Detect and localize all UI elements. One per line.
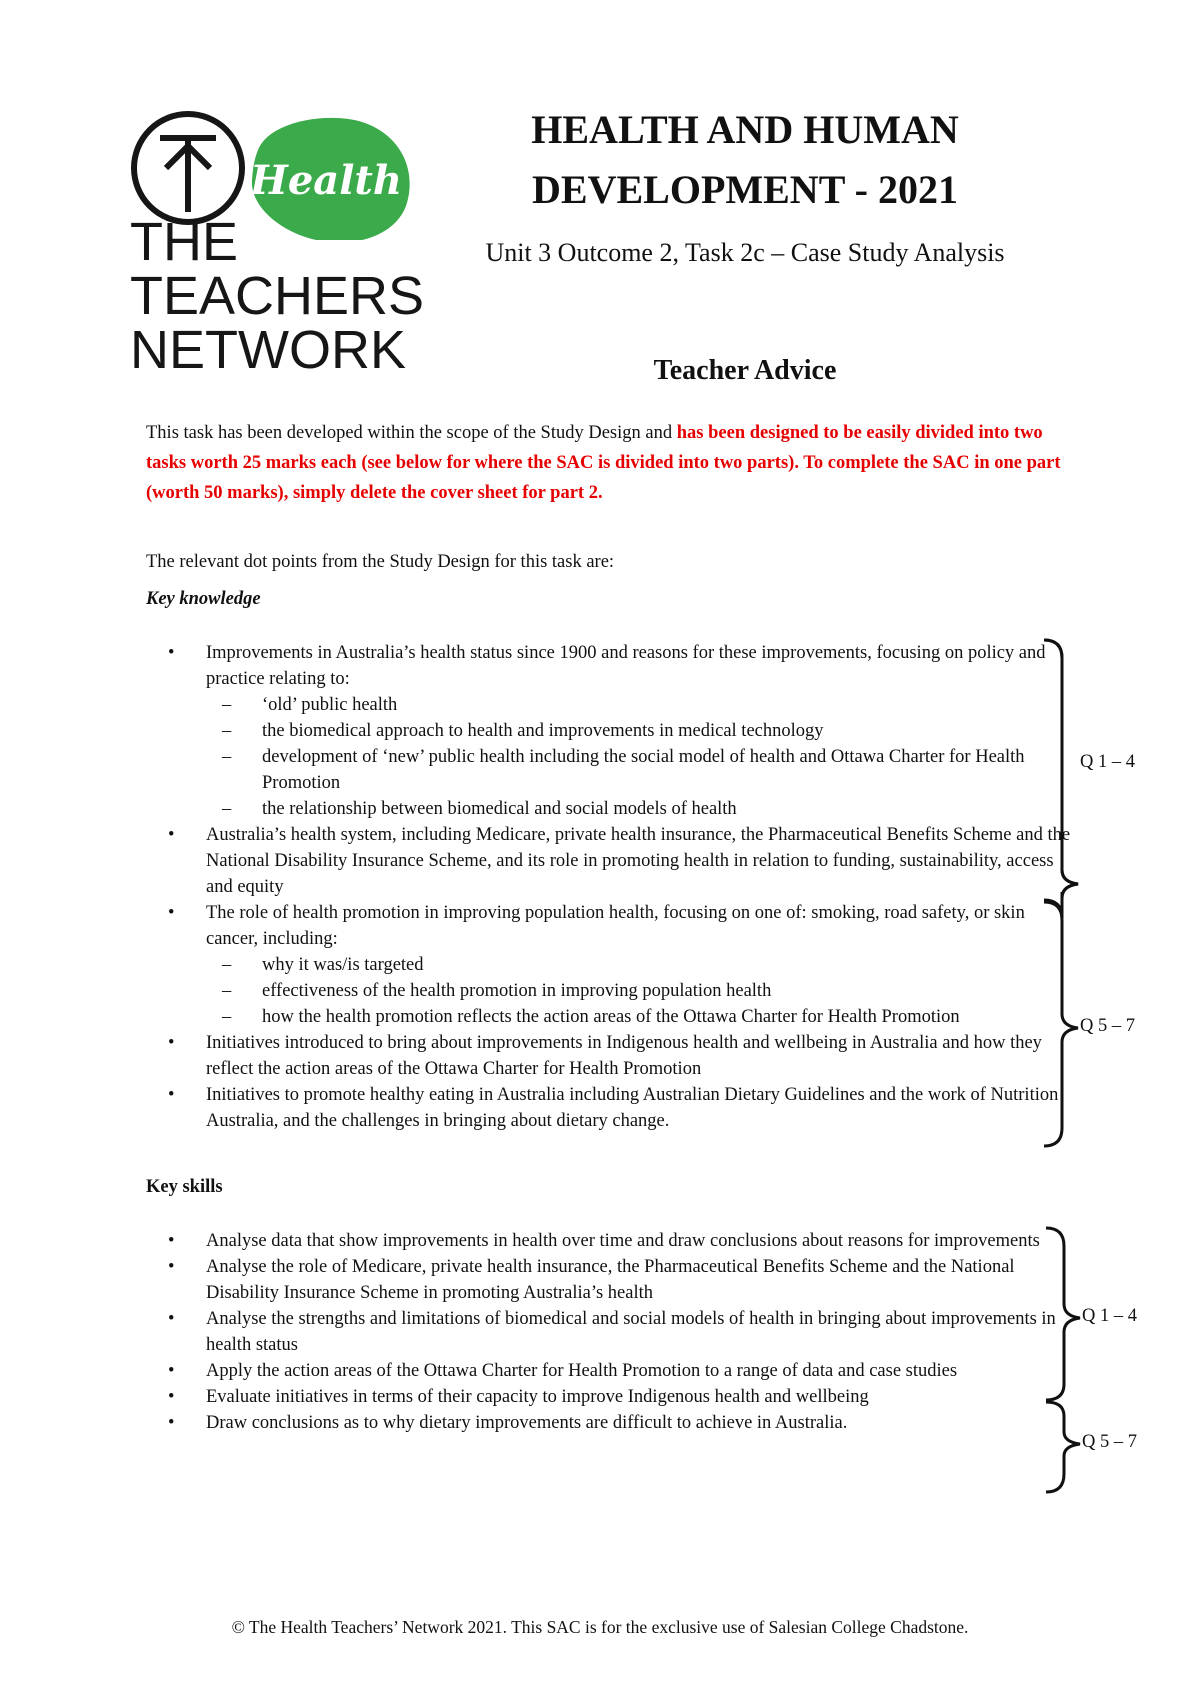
ks-bracket-label-2: Q 5 – 7 [1082, 1432, 1137, 1452]
health-badge-text: Health [250, 157, 402, 204]
ks-item-4: • Apply the action areas of the Ottawa Charter for Health Promotion to a range of data and case studies [168, 1361, 958, 1381]
ks-item-6-text: Draw conclusions as to why dietary improvements are difficult to achieve in Australia. [206, 1413, 848, 1433]
kk-sub-1-4-text: the relationship between biomedical and social models of health [262, 799, 737, 819]
kk-sub-1-3: – development of ‘new’ public health including the social model of health and Ottawa Charter for Health Promotion [222, 747, 1025, 793]
kk-item-4-text: Initiatives introduced to bring about improvements in Indigenous health and wellbeing in Australia and how they reflect the action areas of the Ottawa Charter for Health Promotion [206, 1033, 1042, 1079]
kk-sub-3-1-text: why it was/is targeted [262, 955, 424, 975]
ks-item-3: • Analyse the strengths and limitations of biomedical and social models of health in bringing about improvements in health status [168, 1309, 1056, 1355]
document-title [420, 100, 1070, 220]
kk-sub-3-1: – why it was/is targeted [222, 955, 424, 975]
kk-bracket-label-1: Q 1 – 4 [1080, 752, 1135, 772]
kk-sub-3-2-text: effectiveness of the health promotion in improving population health [262, 981, 772, 1001]
kk-item-2: • Australia’s health system, including Medicare, private health insurance, the Pharmaceutical Benefits Scheme and the National Disability Insurance Scheme, and its role in promoting health in relation to funding, sustainability, access and equity [168, 825, 1071, 897]
kk-brackets [1040, 636, 1100, 1156]
kk-sub-1-1: – ‘old’ public health [222, 695, 398, 715]
key-knowledge-list [146, 640, 1076, 1134]
ks-item-5: • Evaluate initiatives in terms of their capacity to improve Indigenous health and wellbeing [168, 1387, 869, 1407]
logo-line-teachers: TEACHERS [130, 266, 425, 326]
ks-bracket-label-1: Q 1 – 4 [1082, 1306, 1137, 1326]
key-knowledge-heading: Key knowledge [146, 589, 261, 609]
document-subtitle: Unit 3 Outcome 2, Task 2c – Case Study Analysis [485, 238, 1005, 267]
kk-item-5: • Initiatives to promote healthy eating in Australia including Australian Dietary Guidelines and the work of Nutrition Australia, and the challenges in bringing about dietary change. [168, 1085, 1059, 1131]
kk-sub-1-2-text: the biomedical approach to health and improvements in medical technology [262, 721, 824, 741]
ks-item-5-text: Evaluate initiatives in terms of their capacity to improve Indigenous health and wellbeing [206, 1387, 869, 1407]
kk-bracket-label-2: Q 5 – 7 [1080, 1016, 1135, 1036]
copyright-footer: © The Health Teachers’ Network 2021. This SAC is for the exclusive use of Salesian College Chadstone. [231, 1617, 969, 1637]
ks-item-3-text: Analyse the strengths and limitations of biomedical and social models of health in bringing about improvements in health status [206, 1309, 1056, 1355]
kk-item-3: • The role of health promotion in improving population health, focusing on one of: smoking, road safety, or skin cancer, including: [168, 903, 1025, 949]
intro-red-text: has been designed to be easily divided into two tasks worth 25 marks each (see below for where the SAC is divided into two parts). To complete the SAC in one part (worth 50 marks), simply delete the cover sheet for part 2. [146, 423, 1061, 503]
kk-item-4: • Initiatives introduced to bring about improvements in Indigenous health and wellbeing in Australia and how they reflect the action areas of the Ottawa Charter for Health Promotion [168, 1033, 1042, 1079]
logo-line-network: NETWORK [130, 320, 406, 380]
kk-sub-1-2: – the biomedical approach to health and improvements in medical technology [222, 721, 824, 741]
ks-item-1-text: Analyse data that show improvements in health over time and draw conclusions about reasons for improvements [206, 1231, 1040, 1251]
kk-sub-1-1-text: ‘old’ public health [262, 695, 398, 715]
kk-sub-1-3-text: development of ‘new’ public health including the social model of health and Ottawa Charter for Health Promotion [262, 747, 1025, 793]
key-skills-heading: Key skills [146, 1177, 223, 1197]
kk-sub-3-3-text: how the health promotion reflects the action areas of the Ottawa Charter for Health Promotion [262, 1007, 960, 1027]
kk-sub-3-2: – effectiveness of the health promotion in improving population health [222, 981, 772, 1001]
ks-item-2: • Analyse the role of Medicare, private health insurance, the Pharmaceutical Benefits Scheme and the National Disability Insurance Scheme in promoting Australia’s health [168, 1257, 1015, 1303]
kk-item-1-text: Improvements in Australia’s health status since 1900 and reasons for these improvements, focusing on policy and practice relating to: [206, 643, 1046, 689]
ks-item-4-text: Apply the action areas of the Ottawa Charter for Health Promotion to a range of data and case studies [206, 1361, 958, 1381]
kk-sub-1-4: – the relationship between biomedical and social models of health [222, 799, 737, 819]
kk-sub-3-3: – how the health promotion reflects the action areas of the Ottawa Charter for Health Promotion [222, 1007, 960, 1027]
ks-item-1: • Analyse data that show improvements in health over time and draw conclusions about reasons for improvements [168, 1231, 1040, 1251]
logo [130, 110, 430, 380]
kk-item-5-text: Initiatives to promote healthy eating in Australia including Australian Dietary Guidelines and the work of Nutrition Australia, and the challenges in bringing about dietary change. [206, 1085, 1059, 1131]
kk-item-2-text: Australia’s health system, including Medicare, private health insurance, the Pharmaceutical Benefits Scheme and the National Disability Insurance Scheme, and its role in promoting health in relation to funding, sustainability, access and equity [206, 825, 1071, 897]
title-line-1: HEALTH AND HUMAN [531, 107, 959, 152]
arrow-circle-icon [134, 114, 242, 222]
ks-item-6: • Draw conclusions as to why dietary improvements are difficult to achieve in Australia. [168, 1413, 848, 1433]
key-skills-list [146, 1228, 1076, 1436]
ks-brackets [1042, 1224, 1102, 1504]
intro-plain-text: This task has been developed within the scope of the Study Design and [146, 423, 677, 443]
teacher-advice-heading: Teacher Advice [653, 355, 837, 386]
ks-item-2-text: Analyse the role of Medicare, private health insurance, the Pharmaceutical Benefits Scheme and the National Disability Insurance Scheme in promoting Australia’s health [206, 1257, 1015, 1303]
kk-item-3-text: The role of health promotion in improving population health, focusing on one of: smoking, road safety, or skin cancer, including: [206, 903, 1025, 949]
kk-item-1: • Improvements in Australia’s health status since 1900 and reasons for these improvements, focusing on policy and practice relating to: [168, 643, 1046, 689]
logo-line-the: THE [130, 212, 238, 272]
intro-paragraph [146, 418, 1066, 508]
dot-points-intro: The relevant dot points from the Study Design for this task are: [146, 552, 615, 572]
title-line-2: DEVELOPMENT - 2021 [532, 167, 958, 212]
